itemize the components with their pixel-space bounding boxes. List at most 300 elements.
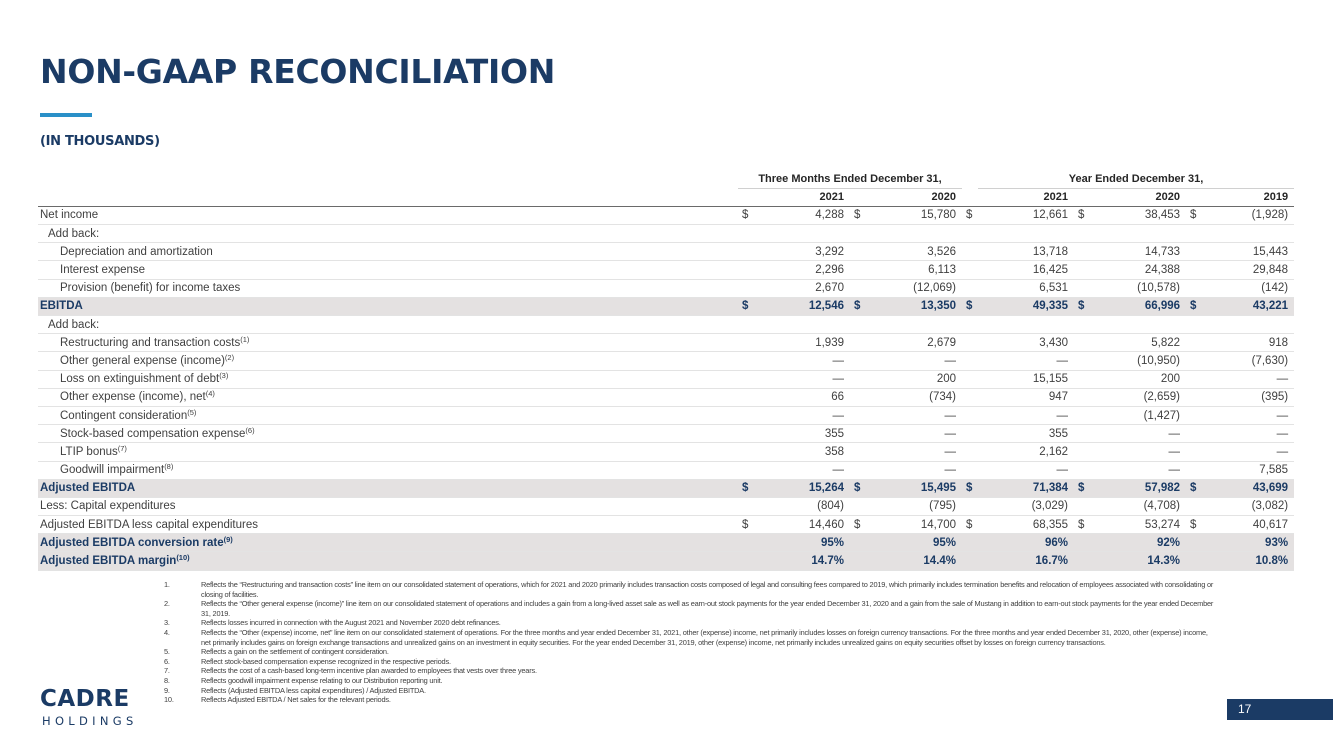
table-row [38,225,1294,243]
value-cell: 71,384 [978,479,1074,497]
footnote-item [164,686,1214,696]
row-label-text: Interest expense [60,264,146,277]
row-label [38,461,738,479]
value-cell: 57,982 [1090,479,1186,497]
value-cell: 3,430 [978,334,1074,352]
row-label-text: Contingent consideration [60,409,188,422]
value-cell: 15,155 [978,370,1074,388]
footnote-ref: (3) [219,371,229,381]
row-label [38,425,738,443]
currency-symbol: $ [1074,479,1090,497]
value-cell: 4,288 [754,206,850,224]
period-header-row [38,170,1294,188]
currency-symbol [1074,552,1090,570]
currency-symbol [738,443,754,461]
row-label [38,297,738,315]
table-row [38,516,1294,534]
currency-symbol: $ [1186,516,1202,534]
currency-symbol: $ [738,516,754,534]
footnote-text: Reflects the “Other general expense (income)” line item on our consolidated statement of operations and includes a gain from a long-lived asset sale as well as earn-out stock payments for the year ended December 31, 2020 and a gain from the sale of Mustang in addition to earn-out stock payments for the year ended December 31, 2019. [201,599,1214,618]
value-cell: 15,495 [866,479,962,497]
currency-symbol: $ [1186,479,1202,497]
value-cell: 15,264 [754,479,850,497]
value-cell: — [978,352,1074,370]
row-label-text: LTIP bonus [60,445,118,458]
value-cell: 14.7% [754,552,850,570]
period-header-year: Year Ended December 31, [978,170,1294,188]
row-label-text: Less: Capital expenditures [40,500,176,513]
currency-symbol [962,406,978,424]
value-cell: 93% [1202,534,1294,552]
page-title: NON-GAAP RECONCILIATION [40,52,556,91]
value-cell [754,316,850,334]
currency-symbol [738,406,754,424]
footnote-text: Reflects the “Other (expense) income, net” line item on our consolidated statement of operations. For the three months and year ended December 31, 2021, other (expense) income, net primarily includes losses on foreign currency transactions. For the three months and year ended December 31, 2020, other (expense) income, net primarily includes gains on foreign exchange transactions and unrealized gains on an investment in equity securities. For the year ended December 31, 2019, other (expense) income, net primarily includes unrealized gains on equity securities offset by losses on foreign currency transactions. [201,627,1208,647]
currency-symbol [1074,316,1090,334]
row-label-text: Adjusted EBITDA margin [40,555,177,568]
value-cell: (2,659) [1090,388,1186,406]
value-cell: (4,708) [1090,497,1186,515]
period-header-three-months: Three Months Ended December 31, [738,170,962,188]
currency-symbol [962,316,978,334]
value-cell: 68,355 [978,516,1074,534]
footnote-ref: (4) [205,389,215,399]
value-cell: 2,296 [754,261,850,279]
row-label-text: Depreciation and amortization [60,245,213,258]
currency-symbol [1186,461,1202,479]
currency-symbol: $ [850,479,866,497]
value-cell [1202,316,1294,334]
value-cell: 2,679 [866,334,962,352]
currency-symbol [738,552,754,570]
value-cell: (734) [866,388,962,406]
currency-symbol [850,352,866,370]
currency-symbol [962,534,978,552]
currency-symbol: $ [738,206,754,224]
currency-symbol [1186,425,1202,443]
currency-symbol [1186,370,1202,388]
footnote-item [164,628,1214,647]
footnote-number: 10. [164,695,174,705]
footnote-ref: (8) [164,462,174,472]
footnote-item [164,599,1214,618]
footnote-ref: (5) [187,407,197,417]
footnote-ref: (9) [223,534,233,544]
currency-symbol [962,370,978,388]
currency-symbol: $ [1186,206,1202,224]
currency-symbol: $ [962,297,978,315]
row-label-text: Adjusted EBITDA [40,482,136,495]
table-row [38,297,1294,315]
footnote-item [164,666,1214,676]
currency-symbol [850,443,866,461]
value-cell: 3,292 [754,243,850,261]
currency-symbol [1074,334,1090,352]
row-label-text: Other expense (income), net [60,391,206,404]
currency-symbol [1186,316,1202,334]
currency-symbol [1186,225,1202,243]
value-cell: 14.4% [866,552,962,570]
value-cell: 66,996 [1090,297,1186,315]
currency-symbol [738,534,754,552]
row-label [38,206,738,224]
currency-symbol [850,370,866,388]
value-cell: 918 [1202,334,1294,352]
table-row [38,279,1294,297]
currency-symbol [738,225,754,243]
value-cell: 12,661 [978,206,1074,224]
row-label [38,388,738,406]
row-label-text: Loss on extinguishment of debt [60,373,220,386]
currency-symbol [1186,388,1202,406]
currency-symbol [850,461,866,479]
currency-symbol [1074,352,1090,370]
currency-symbol [738,425,754,443]
currency-symbol [850,497,866,515]
footnote-text: Reflects goodwill impairment expense relating to our Distribution reporting unit. [201,675,443,685]
value-cell: (1,928) [1202,206,1294,224]
footnote-ref: (2) [224,352,235,362]
reconciliation-table [38,170,1294,571]
table-row [38,352,1294,370]
value-cell: 947 [978,388,1074,406]
row-label [38,370,738,388]
currency-symbol [962,279,978,297]
footnote-ref: (10) [176,553,190,563]
currency-symbol: $ [850,516,866,534]
value-cell [1202,225,1294,243]
currency-symbol [850,406,866,424]
currency-symbol: $ [962,206,978,224]
footnote-item [164,647,1214,657]
row-label-text: Add back: [48,227,100,240]
value-cell: 14,460 [754,516,850,534]
currency-symbol [962,225,978,243]
value-cell: — [866,461,962,479]
value-cell: 29,848 [1202,261,1294,279]
table-row [38,261,1294,279]
value-cell: (12,069) [866,279,962,297]
cadre-holdings-logo [38,688,148,732]
footnote-text: Reflects (Adjusted EBITDA less capital expenditures) / Adjusted EBITDA. [201,685,426,695]
value-cell [754,225,850,243]
currency-symbol [738,497,754,515]
currency-symbol [1074,243,1090,261]
currency-symbol [1074,388,1090,406]
value-cell: 5,822 [1090,334,1186,352]
table-row [38,370,1294,388]
value-cell [866,316,962,334]
currency-symbol [1074,534,1090,552]
row-label-text: Add back: [48,318,100,331]
currency-symbol [1074,443,1090,461]
currency-symbol [738,316,754,334]
row-label [38,406,738,424]
currency-symbol [962,443,978,461]
currency-symbol [962,352,978,370]
table-body [38,206,1294,570]
value-cell [978,316,1074,334]
row-label-text: Net income [40,209,99,222]
value-cell: 43,221 [1202,297,1294,315]
value-cell: (395) [1202,388,1294,406]
currency-symbol: $ [1186,297,1202,315]
currency-symbol: $ [850,206,866,224]
year-header-row [38,188,1294,206]
currency-symbol [1186,352,1202,370]
currency-symbol: $ [738,479,754,497]
currency-symbol [850,261,866,279]
currency-symbol: $ [1074,297,1090,315]
value-cell: 200 [1090,370,1186,388]
currency-symbol [1074,279,1090,297]
value-cell: 2,162 [978,443,1074,461]
value-cell: 355 [754,425,850,443]
value-cell: 358 [754,443,850,461]
value-cell: 38,453 [1090,206,1186,224]
page-number: 17 [1227,699,1333,720]
currency-symbol [1074,370,1090,388]
row-label [38,479,738,497]
currency-symbol [850,316,866,334]
footnote-item [164,580,1214,599]
currency-symbol [738,279,754,297]
row-label [38,352,738,370]
value-cell: 40,617 [1202,516,1294,534]
value-cell [1090,316,1186,334]
row-label [38,279,738,297]
row-label [38,516,738,534]
value-cell: (10,950) [1090,352,1186,370]
footnote-number: 6. [164,656,170,666]
value-cell [1090,225,1186,243]
value-cell: 7,585 [1202,461,1294,479]
footnote-number: 2. [164,599,170,609]
value-cell: 2,670 [754,279,850,297]
footnote-item [164,676,1214,686]
currency-symbol [1186,552,1202,570]
footnote-item [164,618,1214,628]
currency-symbol [738,461,754,479]
footnote-text: Reflects the cost of a cash-based long-term incentive plan awarded to employees that vests over three years. [201,666,537,676]
value-cell: 13,350 [866,297,962,315]
row-label [38,261,738,279]
value-cell: (142) [1202,279,1294,297]
footnote-number: 7. [164,666,170,676]
value-cell: — [866,425,962,443]
table-row [38,334,1294,352]
year-header: 2020 [1090,188,1186,206]
currency-symbol: $ [962,516,978,534]
value-cell: — [1202,370,1294,388]
value-cell: (10,578) [1090,279,1186,297]
value-cell: 6,113 [866,261,962,279]
currency-symbol [850,334,866,352]
value-cell: — [754,461,850,479]
currency-symbol [738,243,754,261]
currency-symbol [1074,225,1090,243]
value-cell: 92% [1090,534,1186,552]
currency-symbol [1074,461,1090,479]
footnote-number: 5. [164,647,170,657]
value-cell [978,225,1074,243]
currency-symbol [1186,443,1202,461]
row-label [38,497,738,515]
currency-symbol [962,243,978,261]
table-row [38,534,1294,552]
currency-symbol [962,497,978,515]
value-cell: — [978,461,1074,479]
currency-symbol [962,334,978,352]
currency-symbol [962,425,978,443]
currency-symbol [1186,243,1202,261]
value-cell: (3,082) [1202,497,1294,515]
value-cell: — [1202,425,1294,443]
value-cell: 95% [754,534,850,552]
currency-symbol: $ [850,297,866,315]
value-cell: 16,425 [978,261,1074,279]
row-label [38,552,738,570]
value-cell: — [978,406,1074,424]
value-cell [866,225,962,243]
currency-symbol: $ [1074,516,1090,534]
currency-symbol [850,225,866,243]
value-cell: 200 [866,370,962,388]
footnote-text: Reflects the “Restructuring and transaction costs” line item on our consolidated statement of operations, which for 2021 and 2020 primarily includes transaction costs composed of legal and consulting fees compared to 2019, which primarily includes termination benefits and relocation of employees associated with consolidating or closing of facilities. [201,580,1214,599]
value-cell: 6,531 [978,279,1074,297]
currency-symbol: $ [962,479,978,497]
row-label-text: Stock-based compensation expense [60,427,246,440]
currency-symbol [1186,406,1202,424]
footnote-text: Reflects losses incurred in connection with the August 2021 and November 2020 debt refinances. [201,618,501,628]
value-cell: 355 [978,425,1074,443]
currency-symbol [738,388,754,406]
value-cell: — [1090,443,1186,461]
value-cell: 10.8% [1202,552,1294,570]
table-row [38,479,1294,497]
table-row [38,388,1294,406]
value-cell: 14,733 [1090,243,1186,261]
table-row [38,552,1294,570]
row-label-text: Restructuring and transaction costs [60,336,241,349]
currency-symbol [1074,425,1090,443]
value-cell: 14,700 [866,516,962,534]
currency-symbol [850,534,866,552]
footnote-item [164,695,1214,705]
table-row [38,316,1294,334]
table-row [38,206,1294,224]
currency-symbol [850,279,866,297]
value-cell: — [1090,425,1186,443]
currency-symbol [738,352,754,370]
value-cell: 15,780 [866,206,962,224]
table-row [38,425,1294,443]
value-cell: 66 [754,388,850,406]
value-cell: — [754,406,850,424]
value-cell: — [1202,406,1294,424]
footnote-text: Reflects Adjusted EBITDA / Net sales for the relevant periods. [201,695,391,705]
title-accent-rule [40,113,92,117]
row-label-text: Provision (benefit) for income taxes [60,282,241,295]
row-label-text: Other general expense (income) [60,354,225,367]
footnote-number: 8. [164,675,170,685]
row-label [38,316,738,334]
footnote-number: 9. [164,685,170,695]
currency-symbol [850,552,866,570]
footnotes [164,580,1214,705]
currency-symbol [1074,406,1090,424]
currency-symbol [1186,497,1202,515]
value-cell: 49,335 [978,297,1074,315]
footnote-text: Reflect stock-based compensation expense recognized in the respective periods. [201,656,451,666]
table-row [38,406,1294,424]
currency-symbol: $ [1074,206,1090,224]
footnote-item [164,657,1214,667]
footnote-ref: (7) [117,443,127,453]
row-label-text: Adjusted EBITDA conversion rate [40,536,224,549]
value-cell: — [866,352,962,370]
logo-subtext: HOLDINGS [42,714,138,728]
row-label-text: Adjusted EBITDA less capital expenditures [40,518,258,531]
value-cell: 95% [866,534,962,552]
currency-symbol: $ [738,297,754,315]
year-header: 2021 [978,188,1074,206]
value-cell: (1,427) [1090,406,1186,424]
currency-symbol [1186,534,1202,552]
value-cell: 24,388 [1090,261,1186,279]
value-cell: (3,029) [978,497,1074,515]
year-header: 2021 [754,188,850,206]
table-row [38,497,1294,515]
row-label [38,443,738,461]
value-cell: 96% [978,534,1074,552]
value-cell: — [754,352,850,370]
units-subtitle: (IN THOUSANDS) [40,134,160,149]
row-label [38,243,738,261]
currency-symbol [962,461,978,479]
currency-symbol [738,370,754,388]
value-cell: 14.3% [1090,552,1186,570]
currency-symbol [850,243,866,261]
currency-symbol [850,388,866,406]
currency-symbol [1074,497,1090,515]
value-cell: 43,699 [1202,479,1294,497]
currency-symbol [962,388,978,406]
logo-wordmark: CADRE [40,686,130,712]
currency-symbol [1074,261,1090,279]
currency-symbol [1186,334,1202,352]
currency-symbol [738,334,754,352]
currency-symbol [1186,261,1202,279]
footnote-text: Reflects a gain on the settlement of contingent consideration. [201,647,389,657]
value-cell: 16.7% [978,552,1074,570]
row-label [38,534,738,552]
value-cell: — [1090,461,1186,479]
table-row [38,443,1294,461]
value-cell: 15,443 [1202,243,1294,261]
value-cell: (795) [866,497,962,515]
value-cell: 13,718 [978,243,1074,261]
value-cell: (804) [754,497,850,515]
value-cell: — [1202,443,1294,461]
value-cell: 1,939 [754,334,850,352]
currency-symbol [1186,279,1202,297]
table-row [38,243,1294,261]
year-header: 2019 [1202,188,1294,206]
footnote-number: 4. [164,627,170,637]
table-row [38,461,1294,479]
row-label [38,225,738,243]
